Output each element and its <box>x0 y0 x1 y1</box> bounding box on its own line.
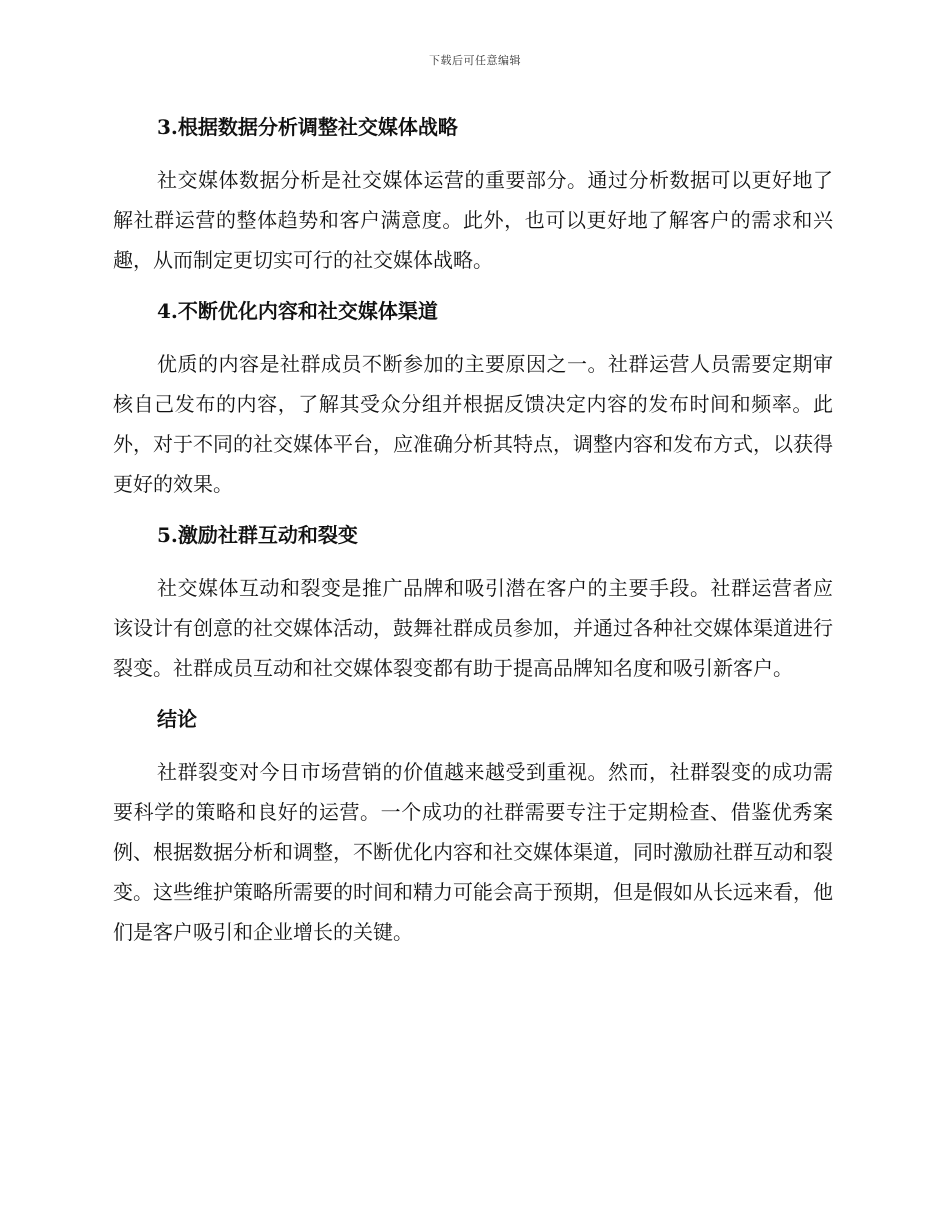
page-header: 下载后可任意编辑 <box>429 54 521 67</box>
section-paragraph: 社交媒体数据分析是社交媒体运营的重要部分。通过分析数据可以更好地了解社群运营的整体趋势和客户满意度。此外，也可以更好地了解客户的需求和兴趣，从而制定更切实可行的社交媒体战略。 <box>113 168 833 272</box>
section-incentivize-interaction <box>113 514 833 688</box>
section-conclusion <box>113 698 833 952</box>
document-body <box>113 106 833 962</box>
section-heading: 3.根据数据分析调整社交媒体战略 <box>157 115 458 139</box>
section-optimize-content <box>113 290 833 504</box>
section-paragraph: 社群裂变对今日市场营销的价值越来越受到重视。然而，社群裂变的成功需要科学的策略和良好的运营。一个成功的社群需要专注于定期检查、借鉴优秀案例、根据数据分析和调整，不断优化内容和社交媒体渠道，同时激励社群互动和裂变。这些维护策略所需要的时间和精力可能会高于预期，但是假如从长远来看，他们是客户吸引和企业增长的关键。 <box>113 760 833 944</box>
section-paragraph: 社交媒体互动和裂变是推广品牌和吸引潜在客户的主要手段。社群运营者应该设计有创意的社交媒体活动，鼓舞社群成员参加，并通过各种社交媒体渠道进行裂变。社群成员互动和社交媒体裂变都有助于提高品牌知名度和吸引新客户。 <box>113 576 833 680</box>
section-heading: 4.不断优化内容和社交媒体渠道 <box>157 299 438 323</box>
section-data-analysis <box>113 106 833 280</box>
section-paragraph: 优质的内容是社群成员不断参加的主要原因之一。社群运营人员需要定期审核自己发布的内容，了解其受众分组并根据反馈决定内容的发布时间和频率。此外，对于不同的社交媒体平台，应准确分析其特点，调整内容和发布方式，以获得更好的效果。 <box>113 352 833 496</box>
section-heading: 5.激励社群互动和裂变 <box>157 523 358 547</box>
section-heading: 结论 <box>157 707 197 731</box>
